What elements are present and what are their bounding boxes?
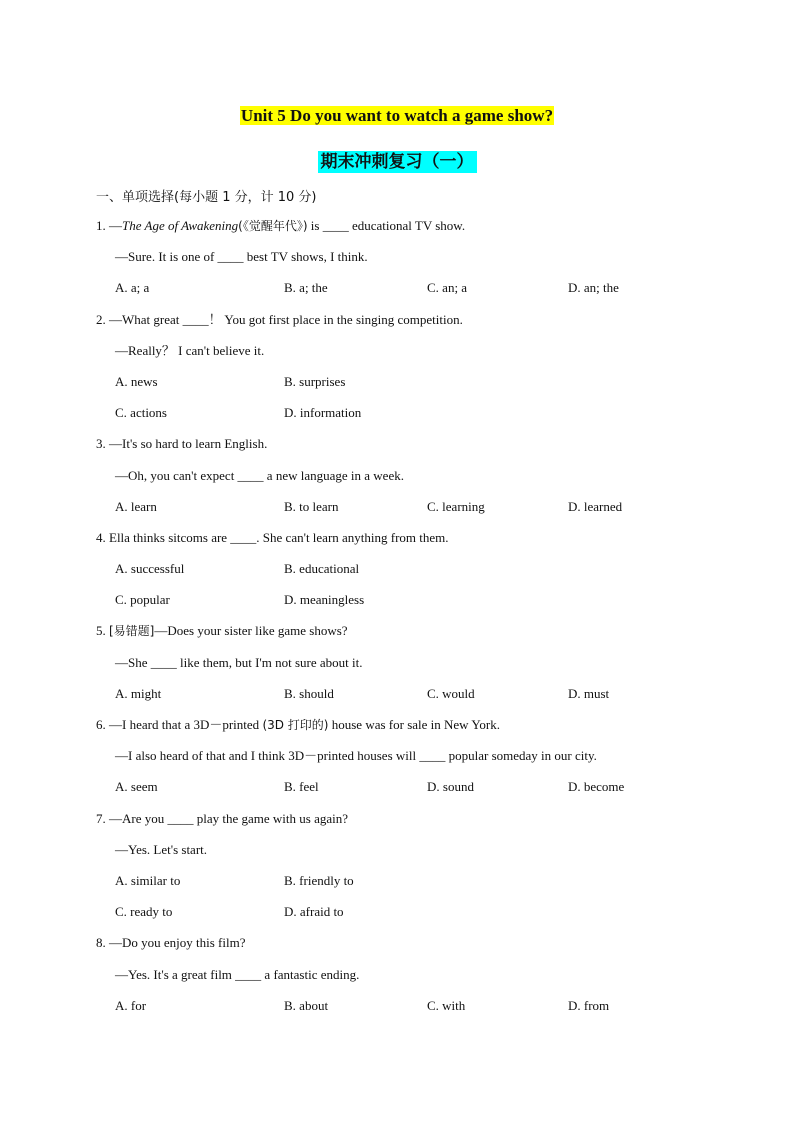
option-c: C. learning — [427, 498, 485, 514]
option-a: A. news — [115, 373, 158, 389]
question-8-options — [96, 996, 736, 1027]
option-b: B. surprises — [284, 373, 346, 389]
option-a: A. similar to — [115, 872, 181, 888]
question-list — [96, 216, 736, 1027]
option-d: D. must — [568, 685, 610, 701]
option-b: B. friendly to — [284, 872, 354, 888]
option-d: D. afraid to — [284, 904, 344, 920]
question-2-options-row-1 — [96, 372, 736, 403]
option-c: C. actions — [115, 405, 167, 421]
question-8-stem: 8. —Do you enjoy this film? — [96, 935, 246, 951]
tricky-question-tag: [易错题] — [109, 624, 155, 639]
option-b: B. to learn — [284, 498, 339, 514]
show-title: The Age of Awakening — [122, 218, 239, 233]
question-8-reply: —Yes. It's a great film ____ a fantastic ending. — [115, 966, 360, 982]
option-c: C. would — [427, 685, 475, 701]
question-1-stem: 1. —The Age of Awakening(《觉醒年代》) is ____ educational TV show. — [96, 218, 466, 233]
option-d: D. an; the — [568, 280, 619, 296]
question-1-reply: —Sure. It is one of ____ best TV shows, I think. — [115, 249, 368, 265]
question-5-options — [96, 684, 736, 715]
option-c: C. ready to — [115, 904, 173, 920]
question-4-options-row-1 — [96, 559, 736, 590]
option-c: C. an; a — [427, 280, 468, 296]
question-2-options-row-2 — [96, 403, 736, 434]
option-b: B. should — [284, 685, 334, 701]
option-b: B. feel — [284, 779, 319, 795]
question-4-options-row-2 — [96, 590, 736, 621]
option-a: A. for — [115, 997, 147, 1013]
question-3-reply: —Oh, you can't expect ____ a new language in a week. — [115, 467, 404, 483]
option-a: A. might — [115, 685, 162, 701]
question-5-reply: —She ____ like them, but I'm not sure about it. — [115, 654, 363, 670]
question-2-stem: 2. —What great ____！ You got first place in the singing competition. — [96, 311, 463, 327]
document-subtitle: 期末冲刺复习（一） — [0, 147, 794, 172]
option-a: A. learn — [115, 498, 157, 514]
option-a: A. successful — [115, 561, 185, 577]
option-b: B. about — [284, 997, 329, 1013]
question-4-stem: 4. Ella thinks sitcoms are ____. She can't learn anything from them. — [96, 529, 449, 545]
question-3-options — [96, 497, 736, 528]
question-7-stem: 7. —Are you ____ play the game with us again? — [96, 810, 348, 826]
option-c: C. popular — [115, 592, 170, 608]
option-b: B. educational — [284, 561, 360, 577]
option-d: D. become — [568, 779, 625, 795]
question-7-reply: —Yes. Let's start. — [115, 841, 208, 857]
question-5-stem: 5. [易错题]—Does your sister like game shows? — [96, 623, 348, 639]
question-7-options-row-1 — [96, 871, 736, 902]
option-a: A. a; a — [115, 280, 150, 296]
question-6-reply: —I also heard of that and I think 3D－printed houses will ____ popular someday in our city. — [115, 748, 597, 764]
option-d: D. from — [568, 997, 610, 1013]
option-d: D. information — [284, 405, 362, 421]
section-heading: 一、单项选择(每小题 1 分，计 10 分) — [96, 190, 317, 205]
option-c: C. with — [427, 997, 466, 1013]
option-b: B. a; the — [284, 280, 328, 296]
option-a: A. seem — [115, 779, 158, 795]
document-title: Unit 5 Do you want to watch a game show? — [240, 106, 554, 125]
question-2-reply: —Really？ I can't believe it. — [115, 342, 265, 358]
question-1-options — [96, 278, 736, 309]
question-6-options — [96, 777, 736, 808]
question-7-options-row-2 — [96, 902, 736, 933]
question-3-stem: 3. —It's so hard to learn English. — [96, 436, 268, 452]
option-d: D. meaningless — [284, 592, 365, 608]
option-c: D. sound — [427, 779, 474, 795]
option-d: D. learned — [568, 498, 623, 514]
question-6-stem: 6. —I heard that a 3D－printed (3D 打印的) house was for sale in New York. — [96, 717, 501, 732]
